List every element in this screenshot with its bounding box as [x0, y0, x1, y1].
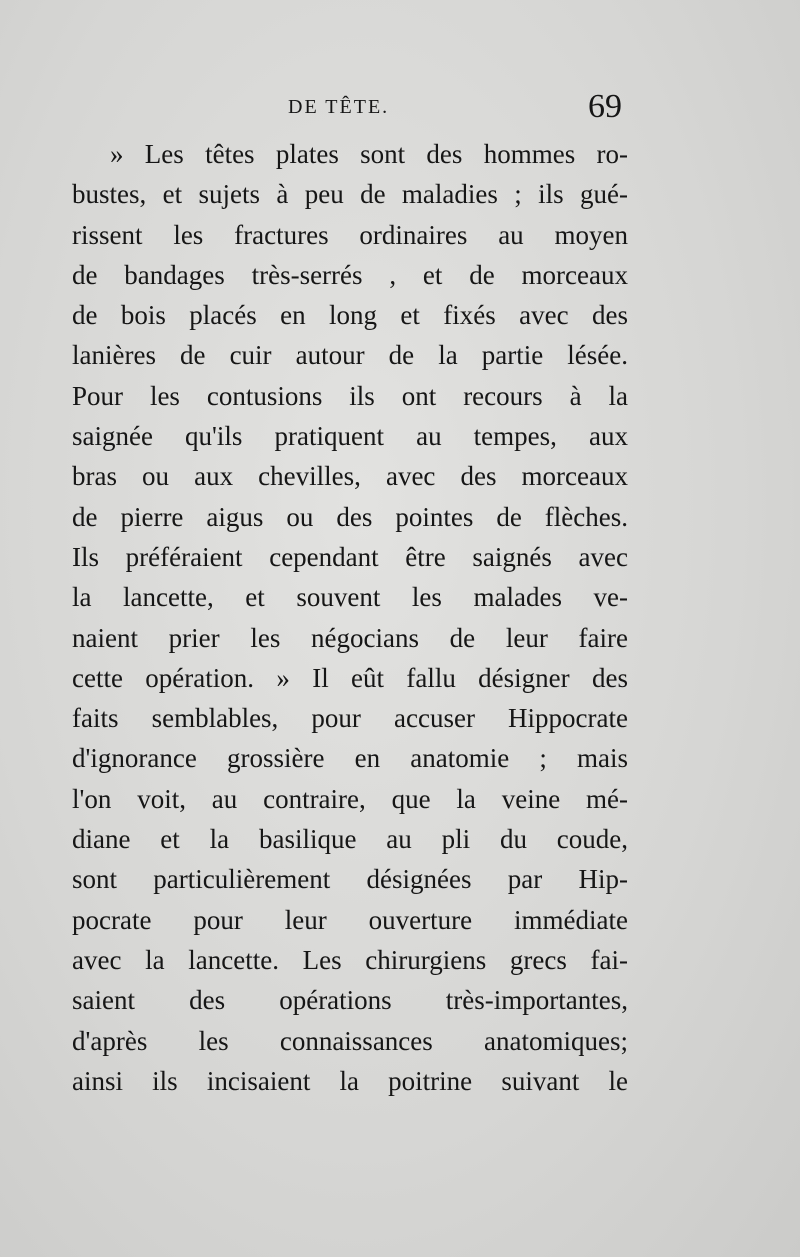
text-line: d'ignorance grossière en anatomie ; mais [72, 743, 628, 774]
text-line: ainsi ils incisaient la poitrine suivant le [72, 1065, 628, 1096]
text-line: diane et la basilique au pli du coude, [72, 824, 628, 855]
text-line: avec la lancette. Les chirurgiens grecs fai- [72, 944, 628, 975]
text-line: bras ou aux chevilles, avec des morceaux [72, 461, 628, 492]
page-number: 69 [588, 88, 622, 125]
text-line: saient des opérations très-importantes, [72, 985, 628, 1016]
text-line: l'on voit, au contraire, que la veine mé- [72, 783, 628, 814]
text-line: de bois placés en long et fixés avec des [72, 300, 628, 331]
text-line: faits semblables, pour accuser Hippocrate [72, 703, 628, 734]
text-line: la lancette, et souvent les malades ve- [72, 582, 628, 613]
text-line: d'après les connaissances anatomiques; [72, 1025, 628, 1056]
text-line: de pierre aigus ou des pointes de flèches. [72, 501, 628, 532]
text-line: de bandages très-serrés , et de morceaux [72, 259, 628, 290]
body-text [72, 134, 628, 1101]
text-line: pocrate pour leur ouverture immédiate [72, 904, 628, 935]
text-line: bustes, et sujets à peu de maladies ; ils gué- [72, 179, 628, 210]
text-line: » Les têtes plates sont des hommes ro- [110, 139, 628, 169]
page-header [0, 88, 800, 128]
text-line: saignée qu'ils pratiquent au tempes, aux [72, 421, 628, 452]
text-line: cette opération. » Il eût fallu désigner des [72, 662, 628, 693]
text-line: Ils préféraient cependant être saignés avec [72, 541, 628, 572]
text-line: naient prier les négocians de leur faire [72, 622, 628, 653]
text-line: lanières de cuir autour de la partie lésée. [72, 340, 628, 371]
running-head: DE TÊTE. [288, 96, 390, 118]
text-line: sont particulièrement désignées par Hip- [72, 864, 628, 895]
text-line: Pour les contusions ils ont recours à la [72, 380, 628, 411]
text-line: rissent les fractures ordinaires au moyen [72, 219, 628, 250]
